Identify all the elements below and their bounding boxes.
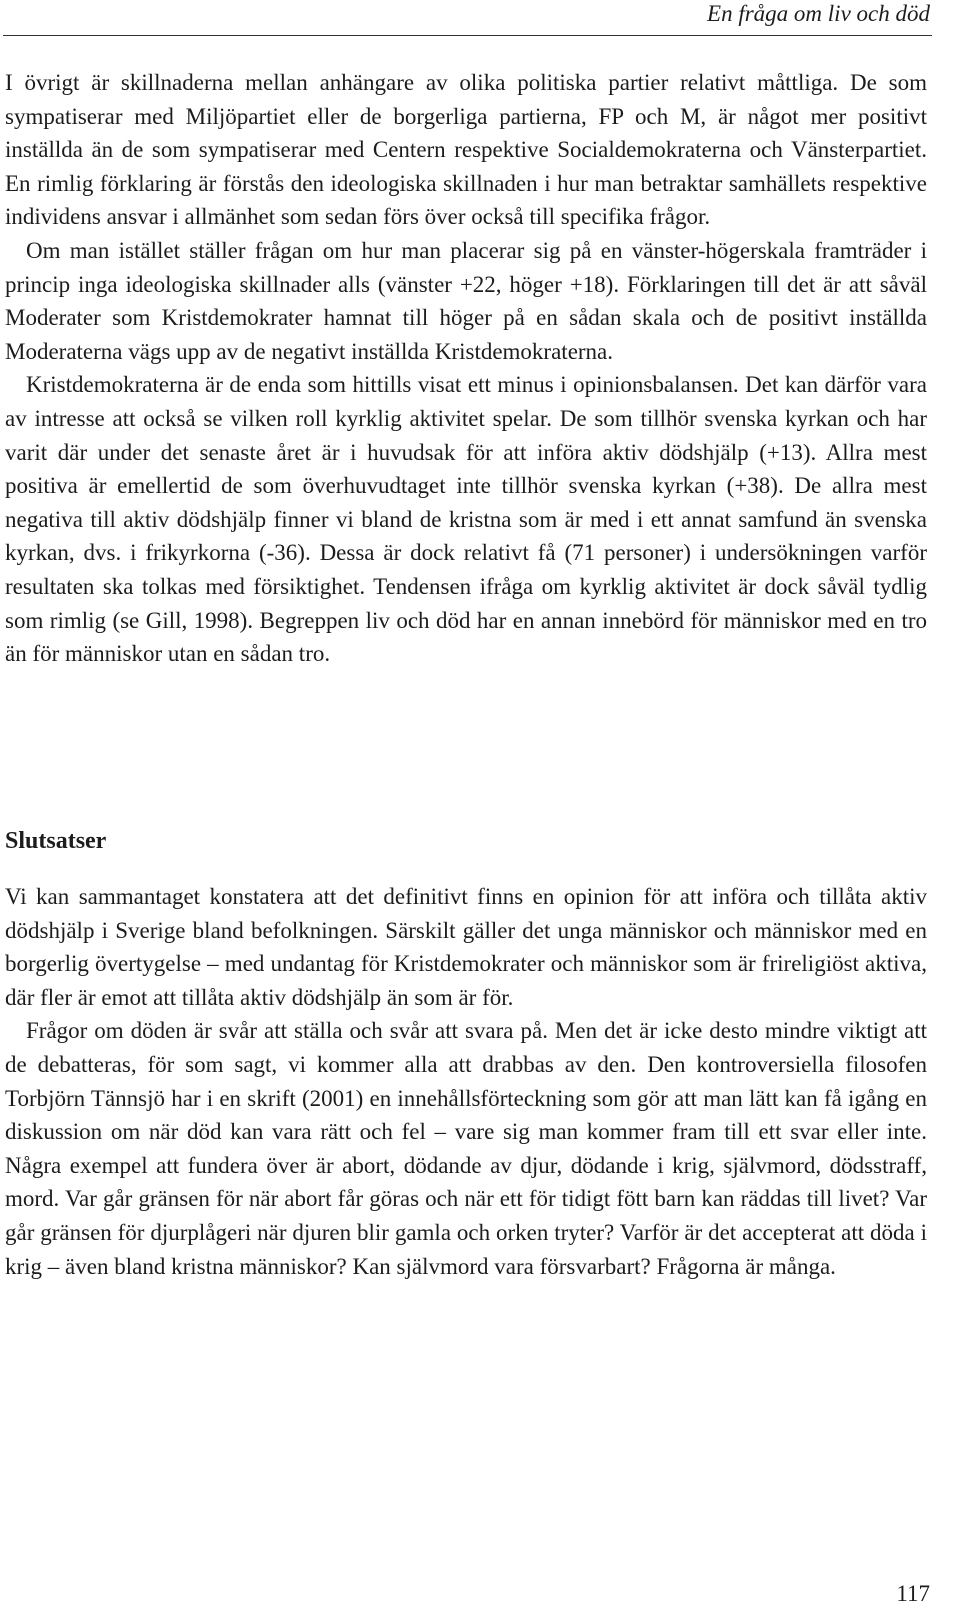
paragraph: Kristdemokraterna är de enda som hittills visat ett minus i opinionsbalansen. Det kan därför vara av intresse att också se vilken roll kyrklig aktivitet spelar. De som tillhör svenska kyrkan och har varit där under det senaste året är i huvudsak för att införa aktiv dödshjälp (+13). Allra mest positiva är emellertid de som överhuvudtaget inte tillhör svenska kyrkan (+38). De allra mest negativa till aktiv dödshjälp finner vi bland de kristna som är med i ett annat samfund än svenska kyrkan, dvs. i frikyrkorna (-36). Dessa är dock relativt få (71 personer) i undersökningen varför resultaten ska tolkas med försiktighet. Tendensen ifråga om kyrklig aktivitet är dock såväl tydlig som rimlig (se Gill, 1998). Begreppen liv och död har en annan innebörd för människor med en tro än för människor utan en sådan tro. xyxy=(5,372,927,667)
page-number: 117 xyxy=(896,1581,930,1606)
paragraph: Frågor om döden är svår att ställa och svår att svara på. Men det är icke desto mindre viktigt att de debatteras, för som sagt, vi kommer alla att drabbas av den. Den kontroversiella filosofen Torbjörn Tännsjö har i en skrift (2001) en innehållsförteckning som gör att man lätt kan få igång en diskussion om när död kan vara rätt och fel – vare sig man kommer fram till ett svar eller inte. Några exempel att fundera över är abort, dödande av djur, dödande i krig, självmord, dödsstraff, mord. Var går gränsen för när abort får göras och när ett för tidigt fött barn kan räddas till livet? Var går gränsen för djurplågeri när djuren blir gamla och orken tryter? Varför är det accepterat att döda i krig – även bland kristna människor? Kan självmord vara försvarbart? Frågorna är många. xyxy=(5,1018,927,1279)
paragraph: I övrigt är skillnaderna mellan anhängare av olika politiska partier relativt måttliga. De som sympatiserar med Miljöpartiet eller de borgerliga partierna, FP och M, är något mer positivt inställda än de som sympatiserar med Centern respektive Socialdemokraterna och Vänsterpartiet. En rimlig förklaring är förstås den ideologiska skillnaden i hur man betraktar samhällets respektive individens ansvar i allmänhet som sedan förs över också till specifika frågor. xyxy=(5,70,927,230)
header-rule xyxy=(3,35,932,36)
section-heading: Slutsatser xyxy=(5,828,107,854)
paragraph: Om man istället ställer frågan om hur man placerar sig på en vänster-högerskala framträder i princip inga ideologiska skillnader alls (vänster +22, höger +18). Förklaringen till det är att såväl Moderater som Kristdemokrater hamnat till höger på en sådan skala och de positivt inställda Moderaterna vägs upp av de negativt inställda Kristdemokraterna. xyxy=(5,237,927,364)
running-head: En fråga om liv och död xyxy=(707,1,930,26)
body-text-upper xyxy=(5,66,927,671)
body-text-lower xyxy=(5,880,927,1283)
paragraph: Vi kan sammantaget konstatera att det definitivt finns en opinion för att införa och tillåta aktiv dödshjälp i Sverige bland befolkningen. Särskilt gäller det unga människor och människor med en borgerlig övertygelse – med undantag för Kristdemokrater och människor som är frireligiöst aktiva, där fler är emot att tillåta aktiv dödshjälp än som är för. xyxy=(5,884,927,1010)
